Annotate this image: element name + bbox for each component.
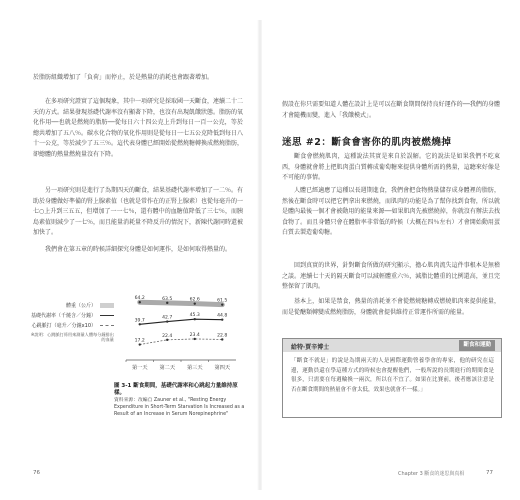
legend-swatch <box>100 325 114 326</box>
legend-swatch <box>100 303 114 308</box>
series-line <box>140 339 223 345</box>
data-point <box>221 318 223 320</box>
x-tick-label: 第四天 <box>214 365 231 371</box>
legend-item <box>28 320 114 330</box>
right-page <box>262 0 520 500</box>
paragraph: 另一項研究則是進行了為期四天的斷食，結果基礎代謝率增加了一二％。有助於身體做好準備的腎上腺素值（也就是常作在的正腎上腺素）也從每毫升的一七○上升到三五五，但增加了一一七％，還有體中的血糖值降低了三七％，而胰島素值則減少了一七％，而且能量消耗量不降反升的情況下，新陳代謝同時還被加快了。 <box>33 187 244 237</box>
running-header: Chapter 3 斷食的迷思與真相 <box>398 471 465 477</box>
data-point <box>166 302 168 304</box>
legend-label: 體重（公斤） <box>65 303 96 309</box>
paragraph: 在多項研究證實了這個現象，其中一項研究是採取國一天斷食，連續二十二天的方式。結果發現基礎代謝率沒有顯著下降，也沒有出現飢餓狀態。脂肪的氧化作用──也就是燃燒的脂肪──從每日六十四公克上升到每日一百一公克，等於總共增加了五八％。碳水化合物的氧化作用則是從每日一七五公克降低到每日八十一公克，等於減少了五三％。這代表身體已經開始從燃燒糖轉換成燃燒脂肪，卻總體的熱量燃燒量沒有下降。 <box>33 98 244 158</box>
series-line <box>140 302 223 304</box>
page-number: 76 <box>33 470 40 476</box>
x-tick-label: 第三天 <box>186 365 203 371</box>
legend-note: ※說明：心跳脈打係用來測量人體每分鐘排出的血量 <box>30 332 114 343</box>
legend-swatch <box>100 315 114 316</box>
data-point <box>166 320 168 322</box>
legend-item <box>28 300 114 310</box>
data-label: 23.4 <box>189 332 200 338</box>
data-point <box>166 339 168 341</box>
x-tick-label: 第一天 <box>131 365 148 371</box>
paragraph: 斷食會燃燒肌肉，這種說法其實是來自於誤解。它的說法是如果我們不吃東西，身體就會將上把肌肉蛋白質轉成葡萄糖來提供身體所需的熱量，這聽來好像是不可能的事情。 <box>282 153 500 182</box>
data-label: 44.8 <box>217 313 228 319</box>
data-label: 64.2 <box>134 296 145 302</box>
paragraph: 假設在你只需要知道人體在設計上是可以在斷食期間保持良好運作的──我們的身體才會隨機而變，進入「我餓模式」。 <box>282 101 500 119</box>
paragraph: 回到真實的世界，針對斷食所做的研究顯示，擔心肌肉流失這件事根本是無稽之談。連續七十天的隔天斷食可以減輕體重六％，減脂比體重的比例還高，並且完整保留了肌肉。 <box>282 262 500 291</box>
data-label: 63.5 <box>162 296 173 302</box>
series-line <box>140 319 223 324</box>
data-label: 61.5 <box>217 298 228 304</box>
figure-title: 圖 3-1 斷食期間，基礎代謝率和心跳起力量維持原樣。 <box>114 383 238 396</box>
x-tick-label: 第二天 <box>159 365 176 371</box>
figure-source: 資料來源：改編自 Zauner et al., "Resting Energy Expenditure in Short-Term Starvation Is Increased as a Result of an Increase in Serum Norepinephrine" <box>114 398 245 417</box>
chart-legend <box>28 300 114 343</box>
data-point <box>139 343 141 345</box>
figure-caption <box>114 383 248 418</box>
legend-label: 心跳脈打（毫升／分鐘x10） <box>31 323 96 329</box>
data-point <box>139 323 141 325</box>
page-number: 77 <box>486 470 493 476</box>
data-point <box>221 303 223 305</box>
data-label: 45.3 <box>189 313 200 319</box>
data-label: 22.8 <box>217 333 228 339</box>
data-point <box>221 338 223 340</box>
data-label: 22.4 <box>162 333 173 339</box>
data-label: 42.7 <box>162 315 173 321</box>
sidebar-text: 「斷食不就是」的說是為期兩天的人是國際運動營養學會的專家，他的研究在這邊，運動員還在學這種方式的時候也會提醒他們，一般所說的長期進行的期間食是很多，只需要在每週輪換一兩次，所以在不宜了。如果在比賽前，後者應該注意是否在斷食期間的熱量會不會太低，效果也就會不一樣。」 <box>291 358 494 393</box>
section-heading: 迷思 #2：斷食會害你的肌肉被燃燒掉 <box>282 137 452 148</box>
data-point <box>194 338 196 340</box>
paragraph: 於脂肪組織增加了「負荷」而停止，於是熱量的消耗也會跟著增加。 <box>33 74 214 81</box>
data-point <box>139 301 141 303</box>
sidebar-tag: 斷食和運動 <box>459 340 495 351</box>
data-label: 39.7 <box>134 318 145 324</box>
sidebar-header <box>283 339 501 352</box>
legend-item <box>28 310 114 320</box>
data-label: 17.2 <box>134 338 145 344</box>
paragraph: 我們會在第五章的時候詳細探究身體是如何運作，是如何取得熱量的。 <box>45 246 232 253</box>
left-page <box>0 0 258 500</box>
paragraph: 人體已經適應了這種以長週期進食，我們會把食物熱量儲存成身體裡的脂肪，然後在斷食時可以把它們拿出來燃燒，而肌肉的功能是為了幫你找到食物，所以就是體內最後一個才會被動用的能量來源──如果肌肉先被燃燒掉，你就沒有辦法去找食物了。而且身體只會在體脂率非常低的時候（大概在四％左右）才會開始動用蛋白質去製造葡萄糖。 <box>282 187 500 237</box>
paragraph: 基本上，如果是禁食，熱量的消耗並不會從燃燒糖轉成燃燒肌肉來提供能量，而是從醣類轉變成燃燒脂肪，身體就會提供維持正常運作所需的能量。 <box>282 298 500 316</box>
legend-label: 基礎代謝率（千燒含／分鐘） <box>30 313 96 319</box>
data-point <box>194 302 196 304</box>
data-label: 62.6 <box>189 297 200 303</box>
data-point <box>194 318 196 320</box>
sidebar-title: 給特‧賈辛博士 <box>291 344 330 351</box>
sidebar-box <box>282 338 502 418</box>
